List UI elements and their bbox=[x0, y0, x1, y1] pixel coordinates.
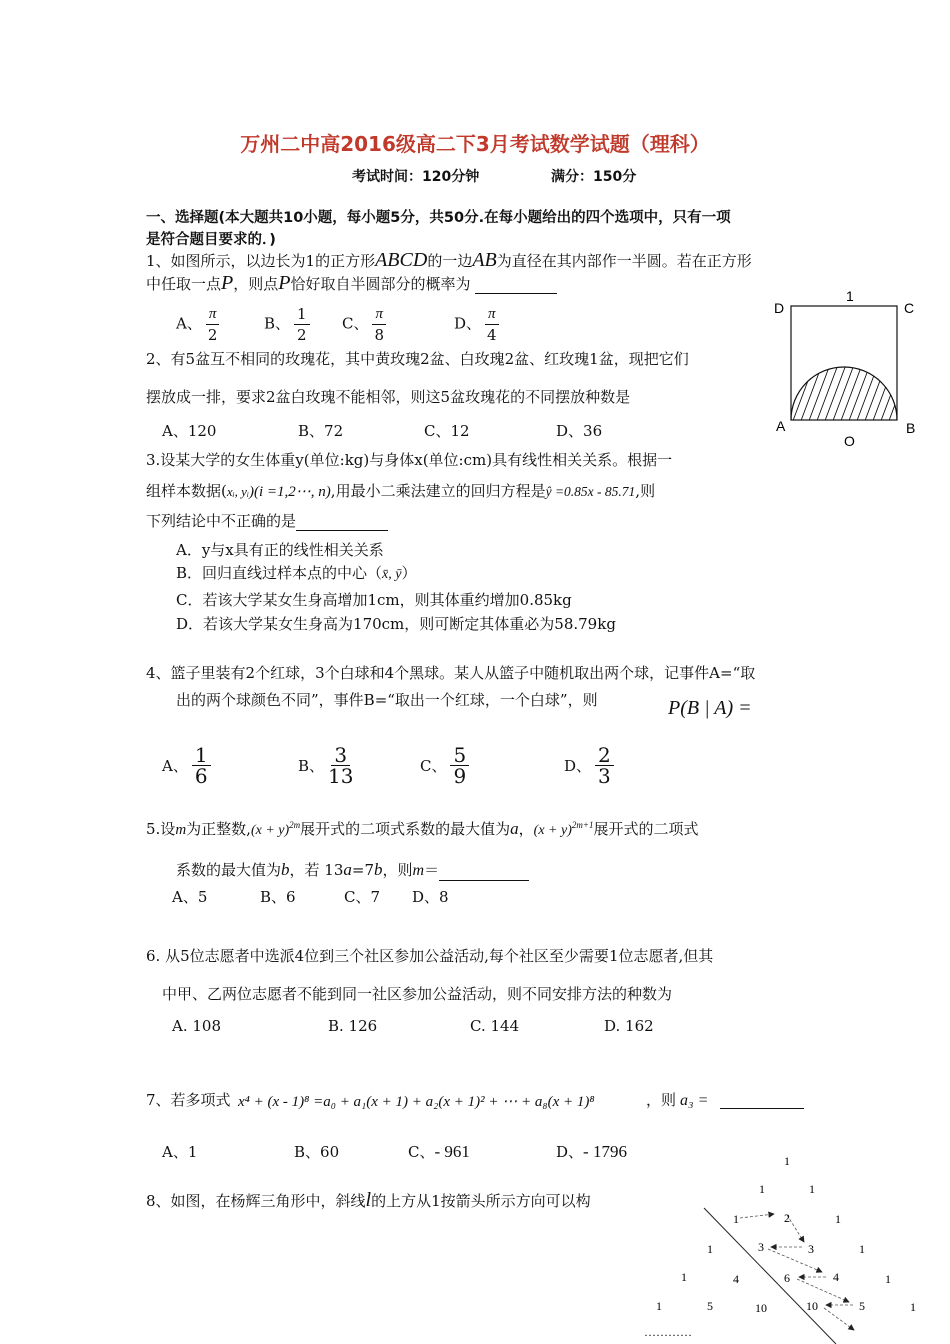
q1-option-d: D、 $\frac{\pi}{4}$ bbox=[454, 306, 497, 344]
section1-line2: 是符合题目要求的．) bbox=[146, 232, 276, 248]
q7-option-c: C、- 961 bbox=[408, 1142, 470, 1161]
q6-line2: 中甲、乙两位志愿者不能到同一社区参加公益活动，则不同安排方法的种数为 bbox=[162, 985, 673, 1003]
label-b: B bbox=[906, 420, 916, 436]
pascal-r3-3: 1 bbox=[859, 1242, 865, 1256]
pascal-r3-1: 3 bbox=[758, 1240, 764, 1254]
q1-option-b: B、 $\frac{1}{2}$ bbox=[264, 304, 310, 345]
pascal-dots: ………… bbox=[644, 1325, 692, 1339]
q5-option-d: D、8 bbox=[412, 888, 449, 906]
pascal-r5-4: 5 bbox=[859, 1299, 865, 1313]
q1-line2: 中任取一点P，则点P恰好取自半圆部分的概率为 bbox=[146, 273, 557, 294]
q5-line2: 系数的最大值为b，若 13a=7b，则m＝ bbox=[176, 860, 529, 881]
q5-option-a: A、5 bbox=[172, 888, 208, 906]
q6-option-b: B. 126 bbox=[328, 1017, 378, 1035]
full-score: 满分：150分 bbox=[551, 169, 637, 185]
square-outline bbox=[791, 306, 897, 420]
semicircle-hatching bbox=[780, 354, 914, 434]
pascal-r5-1: 5 bbox=[707, 1299, 713, 1313]
label-a: A bbox=[776, 418, 786, 434]
q4-expression: P(B | A) = bbox=[668, 697, 752, 719]
q4-option-a: A、 $\frac{1}{6}$ bbox=[162, 745, 211, 786]
q3-line2: 组样本数据(xᵢ, yᵢ)(i =1,2⋯, n),用最小二乘法建立的回归方程是ŷ =0.85x - 85.71,则 bbox=[146, 482, 656, 500]
pascal-r0-0: 1 bbox=[784, 1154, 790, 1168]
q6-line1: 6. 从5位志愿者中选派4位到三个社区参加公益活动,每个社区至少需要1位志愿者,但其 bbox=[146, 947, 714, 965]
q5-line1: 5.设m为正整数$,(x + y)^{2m}$展开式的二项式系数的最大值为a，$(x + y)^{2m+1}$展开式的二项式 bbox=[146, 819, 699, 838]
answer-blank bbox=[296, 530, 388, 531]
q3-line3: 下列结论中不正确的是 bbox=[146, 511, 388, 531]
q7-a3: a₃ = bbox=[680, 1092, 709, 1109]
pascal-r4-4: 1 bbox=[885, 1272, 891, 1286]
q8-line1: 8、如图，在杨辉三角形中，斜线l的上方从1按箭头所示方向可以构 bbox=[146, 1189, 591, 1211]
q2-line1: 2、有5盆互不相同的玫瑰花，其中黄玫瑰2盆、白玫瑰2盆、红玫瑰1盆，现把它们 bbox=[146, 350, 689, 368]
pascal-r5-3: 10 bbox=[806, 1299, 818, 1313]
label-d: D bbox=[774, 300, 785, 316]
pascal-r5-2: 10 bbox=[755, 1301, 767, 1315]
q7-expression: x⁴ + (x - 1)⁸ =a₀ + a₁(x + 1) + a₂(x + 1)² + ⋯ + a₈(x + 1)⁸ bbox=[238, 1094, 595, 1110]
pascal-r4-2: 6 bbox=[784, 1271, 790, 1285]
q7-lead: 7、若多项式 bbox=[146, 1091, 231, 1109]
page-title: 万州二中高2016级高二下3月考试数学试题（理科） bbox=[240, 132, 710, 156]
q7-option-d: D、- 1796 bbox=[556, 1142, 627, 1161]
q4-option-b: B、 $\frac{3}{13}$ bbox=[298, 743, 354, 788]
answer-blank bbox=[439, 880, 529, 881]
q3-line1: 3.设某大学的女生体重y(单位:kg)与身体x(单位:cm)具有线性相关关系。根据一 bbox=[146, 451, 673, 469]
q7-mid: ，则 bbox=[646, 1091, 677, 1109]
pascal-r2-0: 1 bbox=[733, 1212, 739, 1226]
q3-option-b: B．回归直线过样本点的中心（x̄, ȳ） bbox=[176, 564, 417, 582]
pascal-r2-2: 1 bbox=[835, 1212, 841, 1226]
pascal-r1-0: 1 bbox=[759, 1182, 765, 1196]
q4-line1: 4、篮子里装有2个红球，3个白球和4个黑球。某人从篮子中随机取出两个球，记事件A=“取 bbox=[146, 664, 756, 682]
pascal-triangle-figure bbox=[640, 1150, 940, 1344]
q2-option-b: B、72 bbox=[298, 422, 344, 440]
square-semicircle-figure bbox=[770, 284, 930, 454]
q2-option-a: A、120 bbox=[162, 422, 217, 440]
pascal-r4-1: 4 bbox=[733, 1272, 739, 1286]
q3-option-a: A．y与x具有正的线性相关关系 bbox=[176, 541, 384, 559]
pascal-r1-1: 1 bbox=[809, 1182, 815, 1196]
pascal-r5-0: 1 bbox=[656, 1299, 662, 1313]
q3-option-c: C．若该大学某女生身高增加1cm，则其体重约增加0.85kg bbox=[176, 591, 572, 609]
pascal-r4-0: 1 bbox=[681, 1270, 687, 1284]
pascal-numbers bbox=[644, 1154, 916, 1339]
q4-option-c: C、 $\frac{5}{9}$ bbox=[420, 745, 469, 786]
answer-blank bbox=[475, 293, 557, 294]
label-side: 1 bbox=[846, 288, 854, 304]
q2-line2: 摆放成一排，要求2盆白玫瑰不能相邻，则这5盆玫瑰花的不同摆放种数是 bbox=[146, 388, 631, 406]
q1-option-c: C、 $\frac{\pi}{8}$ bbox=[342, 306, 385, 344]
q2-option-d: D、36 bbox=[556, 422, 603, 440]
section1-line1: 一、选择题(本大题共10小题，每小题5分，共50分.在每小题给出的四个选项中，只有一项 bbox=[146, 210, 731, 226]
answer-blank bbox=[720, 1108, 804, 1109]
q5-option-c: C、7 bbox=[344, 888, 381, 906]
q5-option-b: B、6 bbox=[260, 888, 296, 906]
q6-option-d: D. 162 bbox=[604, 1017, 654, 1035]
pascal-r3-2: 3 bbox=[808, 1242, 814, 1256]
q4-line2: 出的两个球颜色不同”，事件B=“取出一个红球，一个白球”，则 bbox=[176, 691, 598, 709]
q7-option-a: A、1 bbox=[162, 1143, 198, 1161]
pascal-r3-0: 1 bbox=[707, 1242, 713, 1256]
q6-option-a: A. 108 bbox=[172, 1017, 221, 1035]
q1-line1: 1、如图所示，以边长为1的正方形ABCD的一边AB为直径在其内部作一半圆。若在正方形 bbox=[146, 249, 752, 271]
diagonal-line-l bbox=[704, 1208, 836, 1344]
q2-option-c: C、12 bbox=[424, 422, 470, 440]
label-c: C bbox=[904, 300, 915, 316]
label-o: O bbox=[844, 433, 855, 449]
pascal-r5-5: 1 bbox=[910, 1300, 916, 1314]
q4-option-d: D、 $\frac{2}{3}$ bbox=[564, 745, 614, 786]
pascal-r4-3: 4 bbox=[833, 1270, 839, 1284]
q7-option-b: B、60 bbox=[294, 1143, 340, 1161]
pascal-r2-1: 2 bbox=[784, 1211, 790, 1225]
q1-option-a: A、 $\frac{\pi}{2}$ bbox=[176, 306, 218, 344]
q6-option-c: C. 144 bbox=[470, 1017, 520, 1035]
q3-option-d: D．若该大学某女生身高为170cm，则可断定其体重必为58.79kg bbox=[176, 615, 616, 633]
exam-time: 考试时间：120分钟 bbox=[352, 169, 480, 185]
